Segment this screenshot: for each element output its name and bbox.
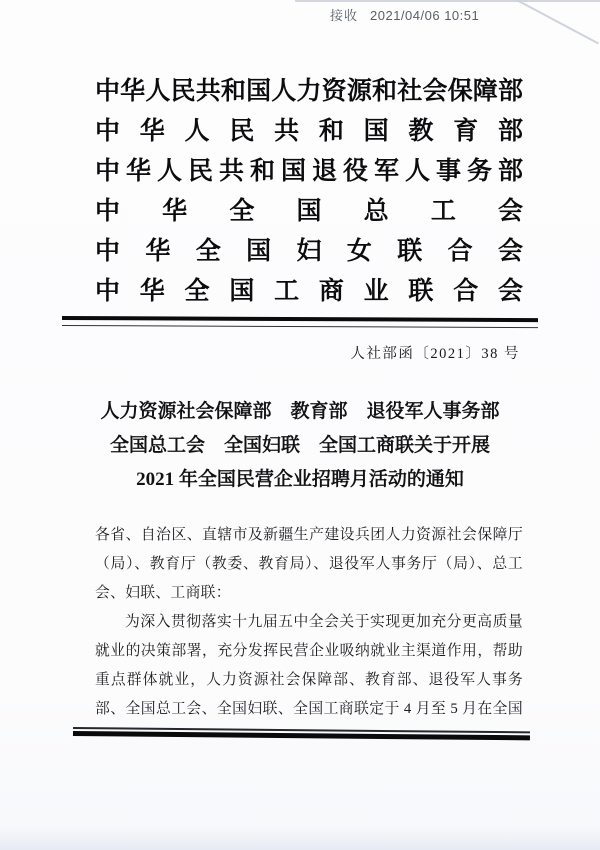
page-bottom-edge-line [73, 727, 530, 740]
letterhead-line-2: 中华人民共和国教育部 [95, 118, 523, 145]
letterhead-line-5: 中华全国妇女联合会 [95, 238, 523, 265]
receive-stamp [330, 5, 479, 24]
body-line: 会、妇联、工商联： [95, 585, 231, 601]
title-line-2: 全国总工会 全国妇联 全国工商联关于开展 [109, 435, 490, 456]
main-paragraph [95, 608, 523, 724]
bottom-edge-thick-line [73, 731, 530, 740]
letterhead-line-1: 中华人民共和国人力资源和社会保障部 [95, 78, 523, 105]
title-line-3: 2021 年全国民营企业招聘月活动的通知 [136, 469, 464, 490]
separator-rule-thin-line [62, 324, 538, 328]
scan-corner-crease-artifact [492, 0, 599, 44]
body-line: 为深入贯彻落实十九届五中全会关于实现更加充分更高质量 [125, 614, 523, 630]
scan-left-edge-shadow [0, 0, 17, 850]
letterhead-line-3: 中华人民共和国退役军人事务部 [95, 158, 523, 185]
body-line: 部、全国总工会、全国妇联、全国工商联定于 4 月至 5 月在全国 [95, 701, 523, 717]
scan-bottom-shadow [0, 826, 600, 850]
scan-top-edge-artifact [295, 0, 600, 2]
document-body [95, 521, 523, 724]
receive-stamp-datetime: 2021/04/06 10:51 [370, 8, 480, 23]
receive-stamp-label: 接收 [330, 8, 359, 23]
letterhead [95, 72, 523, 312]
letterhead-separator-rule [62, 316, 538, 328]
salutation-paragraph [95, 521, 523, 608]
document-title [70, 395, 530, 497]
letterhead-line-6: 中华全国工商业联合会 [95, 278, 523, 305]
body-line: （局）、教育厅（教委、教育局）、退役军人事务厅（局）、总工 [95, 556, 523, 572]
body-line: 就业的决策部署，充分发挥民营企业吸纳就业主渠道作用，帮助 [95, 643, 523, 659]
letterhead-line-4: 中华全国总工会 [95, 198, 523, 225]
title-line-1: 人力资源社会保障部 教育部 退役军人事务部 [100, 401, 500, 422]
document-number: 人社部函〔2021〕38 号 [350, 346, 520, 362]
separator-rule-thick-line [62, 316, 538, 322]
body-line: 重点群体就业，人力资源社会保障部、教育部、退役军人事务 [95, 672, 523, 688]
body-line: 各省、自治区、直辖市及新疆生产建设兵团人力资源社会保障厅 [95, 527, 523, 543]
